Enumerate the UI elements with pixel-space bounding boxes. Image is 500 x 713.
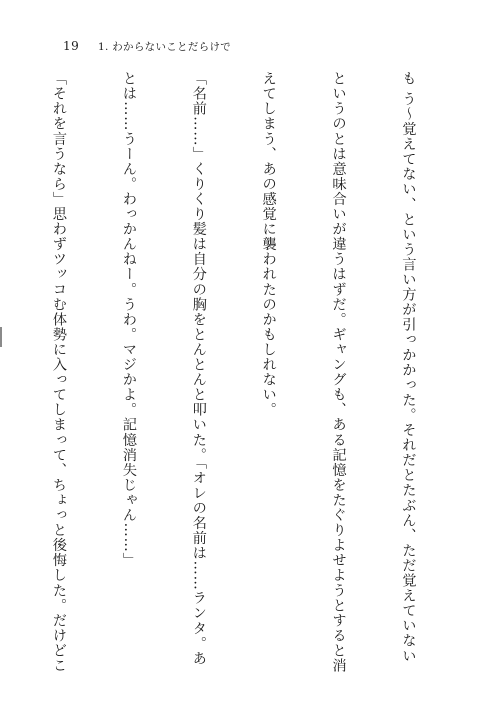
text-line: 「名前……」くりくり髪は自分の胸をとんとんと叩いた。「オレの名前は……ランタ。あ — [190, 71, 207, 666]
text-line: というのとは意味合いが違うはずだ。ギャングも、ある記憶をたぐりよせようとすると消 — [330, 71, 347, 673]
novel-body-text — [51, 71, 466, 688]
text-line: えてしまう、あの感覚に襲われたのかもしれない。 — [260, 71, 277, 418]
text-line: 「それを言うなら」思わずツッコむ体勢に入ってしまって、ちょっと後悔した。だけどこ — [51, 71, 67, 673]
running-header — [0, 39, 500, 59]
page-edge-mark — [0, 327, 2, 347]
text-line: とは……うーん。わっかんねー。うわ。マジかよ。記憶消失じゃん……」 — [120, 71, 137, 568]
page-number: 19 — [63, 39, 80, 53]
text-line: も う～覚えてない、という言い方が引っかかった。それだとたぶん、ただ覚えていない — [400, 71, 417, 664]
chapter-title: 1. わからないことだらけで — [98, 41, 232, 53]
